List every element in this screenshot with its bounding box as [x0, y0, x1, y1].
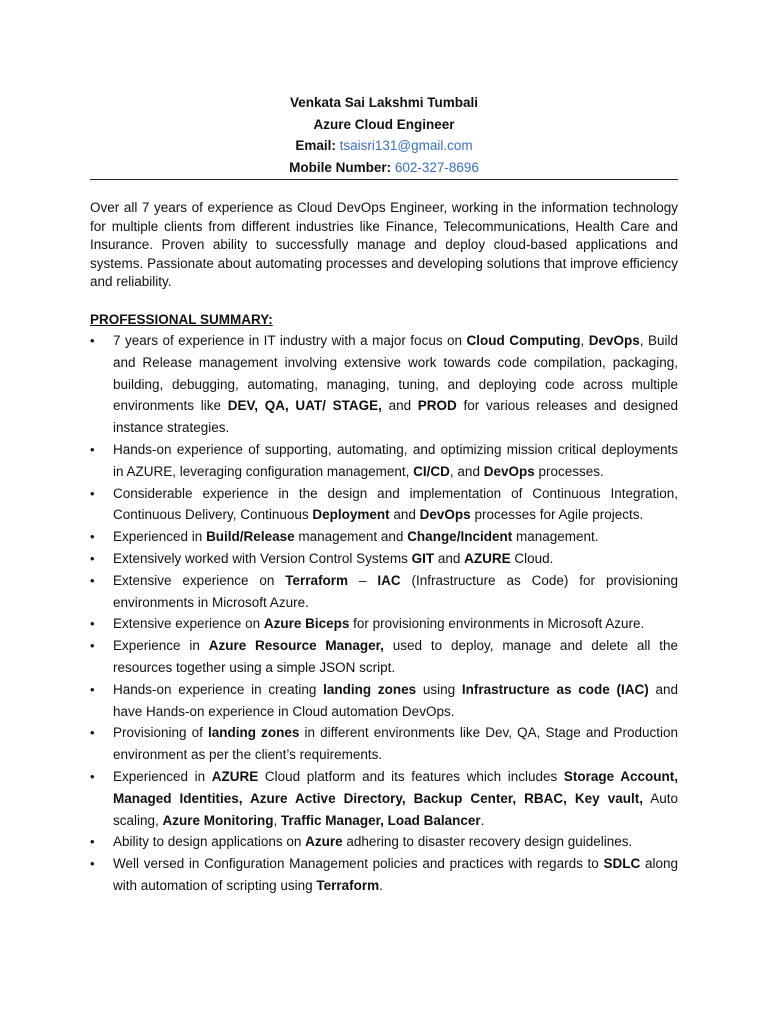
summary-bullet-item: [90, 570, 678, 614]
job-title: Azure Cloud Engineer: [313, 116, 455, 132]
bullet-text: Extensive experience on: [113, 616, 264, 632]
intro-paragraph: Over all 7 years of experience as Cloud DevOps Engineer, working in the information technology for multiple clients from different industries like Finance, Telecommunications, Health Care and Insurance. Proven ability to successfully manage and deploy cloud-based applications and systems. Passionate about automating processes and developing solutions that improve efficiency and reliability.: [90, 200, 678, 289]
bullet-bold-text: Traffic Manager, Load Balancer: [281, 812, 481, 828]
bullet-text: processes.: [534, 463, 604, 479]
bullet-bold-text: SDLC: [603, 856, 641, 872]
mobile-label: Mobile Number:: [289, 159, 395, 175]
bullet-text: used to deploy, manage and delete all the resources together using a simple JSON script.: [113, 638, 678, 675]
bullet-text: and: [434, 550, 465, 566]
bullet-text: adhering to disaster recovery design guidelines.: [342, 834, 633, 850]
bullet-text: Well versed in Configuration Management policies and practices with regards to: [113, 856, 604, 872]
bullet-bold-text: CI/CD: [413, 463, 450, 479]
bullet-text: .: [379, 877, 383, 893]
summary-bullet-item: [90, 853, 678, 897]
bullet-bold-text: landing zones: [323, 681, 417, 697]
bullet-bold-text: DevOps: [419, 507, 471, 523]
bullet-bold-text: DevOps: [483, 463, 535, 479]
bullet-text: ,: [580, 333, 589, 348]
email-label: Email:: [295, 138, 340, 153]
bullet-text: Auto scaling,: [113, 790, 678, 828]
bullet-text: Cloud platform and its features which includes: [258, 768, 564, 784]
bullet-bold-text: Azure: [305, 834, 343, 850]
bullet-text: management and: [294, 529, 408, 545]
summary-bullet-item: [90, 635, 678, 679]
bullet-text: in different environments like Dev, QA, Stage and Production environment as per the client’s requirements.: [113, 725, 678, 763]
email-line: [90, 135, 678, 157]
summary-bullet-item: [90, 526, 678, 548]
bullet-text: and: [389, 507, 420, 523]
email-link[interactable]: tsaisri131@gmail.com: [339, 138, 473, 153]
bullet-text: .: [480, 812, 485, 828]
bullet-bold-text: Deployment: [312, 507, 390, 523]
bullet-bold-text: Terraform: [316, 877, 380, 893]
professional-summary-heading: PROFESSIONAL SUMMARY:: [90, 312, 273, 327]
bullet-text: Extensive experience on: [113, 572, 286, 588]
bullet-bold-text: Infrastructure as code (IAC): [461, 681, 649, 697]
bullet-text: Considerable experience in the design and implementation of Continuous Integration, Continuous Delivery, Continuous: [113, 485, 678, 523]
bullet-bold-text: Azure Monitoring: [162, 812, 274, 828]
bullet-text: Experience in: [113, 638, 209, 654]
summary-bullet-list: [90, 330, 678, 897]
bullet-text: for various releases and designed instance strategies.: [113, 398, 678, 436]
candidate-name: Venkata Sai Lakshmi Tumbali: [289, 95, 479, 110]
bullet-bold-text: Terraform: [285, 572, 349, 588]
bullet-bold-text: DEV, QA, UAT/ STAGE,: [227, 398, 382, 414]
bullet-text: and have Hands-on experience in Cloud automation DevOps.: [113, 681, 678, 719]
header-divider: [90, 179, 678, 180]
bullet-text: Extensively worked with Version Control Systems: [113, 550, 412, 566]
bullet-bold-text: Storage Account, Managed Identities, Azure Active Directory, Backup Center, RBAC, Key vault,: [113, 768, 678, 806]
bullet-text: , Build and Release management involving extensive work towards code compilation, packaging, building, debugging, automating, managing, tuning, and deploying code across multiple environments like: [113, 333, 678, 414]
bullet-text: (Infrastructure as Code) for provisioning environments in Microsoft Azure.: [113, 572, 678, 610]
summary-bullet-item: [90, 548, 678, 570]
bullet-text: Hands-on experience of supporting, automating, and optimizing mission critical deployments in AZURE, leveraging configuration management,: [113, 441, 678, 479]
bullet-text: 7 years of experience in IT industry with a major focus on: [113, 333, 467, 348]
summary-bullet-item: [90, 613, 678, 635]
summary-bullet-item: [90, 679, 678, 723]
bullet-bold-text: PROD: [417, 398, 457, 414]
bullet-bold-text: IAC: [377, 572, 401, 588]
summary-bullet-item: [90, 722, 678, 766]
bullet-bold-text: Cloud Computing: [466, 333, 581, 348]
bullet-text: Provisioning of: [113, 725, 209, 741]
bullet-bold-text: Azure Resource Manager,: [208, 638, 384, 654]
bullet-bold-text: GIT: [411, 550, 435, 566]
bullet-text: using: [416, 681, 462, 697]
bullet-bold-text: Change/Incident: [407, 529, 513, 545]
bullet-bold-text: Azure Biceps: [263, 616, 350, 632]
bullet-bold-text: AZURE: [211, 768, 259, 784]
summary-bullet-item: [90, 483, 678, 527]
bullet-text: Hands-on experience in creating: [113, 681, 324, 697]
bullet-bold-text: Build/Release: [206, 529, 295, 545]
bullet-text: along with automation of scripting using: [113, 856, 678, 893]
bullet-text: for provisioning environments in Microsoft Azure.: [349, 616, 645, 632]
summary-bullet-item: [90, 439, 678, 483]
summary-bullet-item: [90, 831, 678, 853]
resume-header: [90, 92, 678, 178]
bullet-bold-text: DevOps: [588, 333, 640, 348]
bullet-text: Ability to design applications on: [113, 834, 306, 850]
bullet-text: and: [381, 398, 418, 414]
summary-bullet-item: [90, 330, 678, 439]
mobile-line: [90, 157, 678, 179]
bullet-text: , and: [449, 463, 484, 479]
bullet-bold-text: AZURE: [464, 550, 511, 566]
summary-bullet-item: [90, 766, 678, 831]
bullet-text: Experienced in: [113, 768, 212, 784]
mobile-link[interactable]: 602-327-8696: [394, 159, 479, 175]
bullet-bold-text: landing zones: [208, 725, 300, 741]
bullet-text: management.: [512, 529, 599, 545]
bullet-text: Cloud.: [510, 550, 554, 566]
bullet-text: processes for Agile projects.: [470, 507, 644, 523]
bullet-text: Experienced in: [113, 529, 207, 545]
bullet-text: ,: [273, 812, 282, 828]
bullet-text: –: [348, 572, 378, 588]
